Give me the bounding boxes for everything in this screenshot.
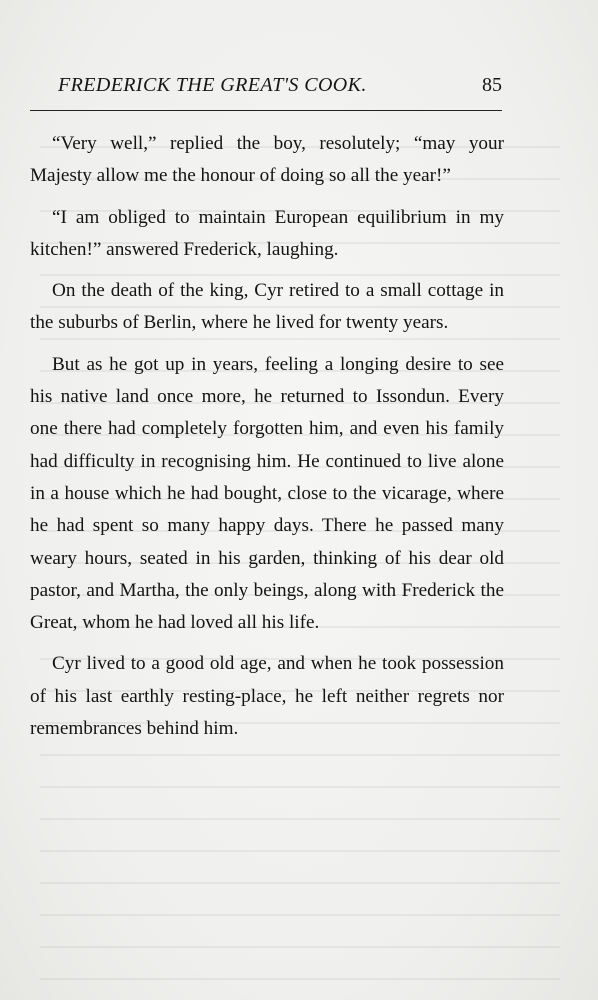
page-number: 85	[482, 74, 502, 96]
header-rule	[30, 110, 502, 111]
paragraph-3: On the death of the king, Cyr retired to a small cottage in the suburbs of Berlin, where he lived for twenty years.	[30, 280, 504, 334]
paragraph-4: But as he got up in years, feeling a longing desire to see his native land once more, he returned to Issondun. Every one there had completely forgotten him, and even his family had difficulty in recognising him. He continued to live alone in a house which he had bought, close to the vicarage, where he had spent so many happy days. There he passed many weary hours, seated in his garden, thinking of his dear old pastor, and Martha, the only beings, along with Frederick the Great, whom he had loved all his life.	[30, 353, 504, 634]
paragraph-5: Cyr lived to a good old age, and when he took possession of his last earthly resting-place, he left neither regrets nor remembrances behind him.	[30, 653, 504, 740]
paragraph-2: “I am obliged to maintain European equilibrium in my kitchen!” answered Frederick, laughing.	[30, 206, 504, 260]
running-title: FREDERICK THE GREAT'S COOK.	[58, 74, 367, 96]
running-head	[30, 70, 502, 104]
body-text	[30, 128, 504, 745]
paragraph-1: “Very well,” replied the boy, resolutely; “may your Majesty allow me the honour of doing so all the year!”	[30, 133, 504, 187]
